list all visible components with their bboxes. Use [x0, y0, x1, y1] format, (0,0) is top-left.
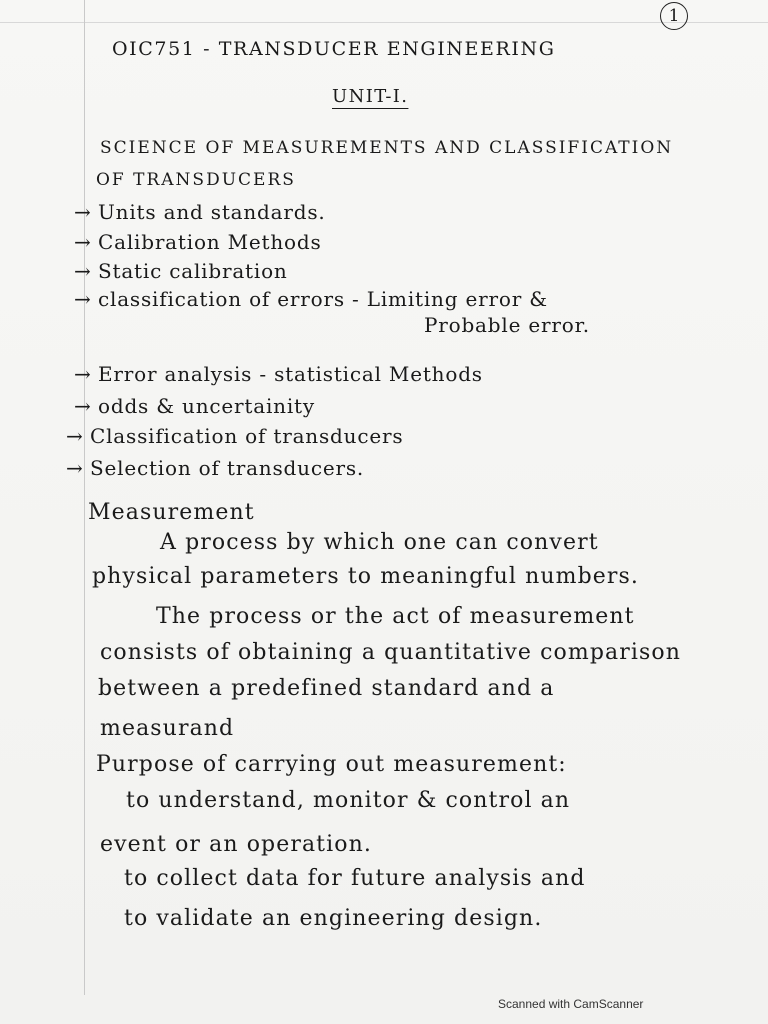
purpose-item-continuation: event or an operation.	[100, 832, 372, 857]
measurement-heading: Measurement	[88, 500, 255, 525]
top-rule	[0, 22, 768, 23]
arrow-icon: →	[74, 287, 92, 311]
topic-item: → Calibration Methods	[74, 230, 322, 254]
purpose-item: to collect data for future analysis and	[124, 866, 586, 891]
topic-item: → Classification of transducers	[66, 424, 404, 448]
arrow-icon: →	[74, 200, 92, 224]
margin-line	[84, 0, 85, 995]
topic-item-continuation: Probable error.	[424, 313, 590, 337]
topic-item: → Selection of transducers.	[66, 456, 365, 480]
topic-item: → Error analysis - statistical Methods	[74, 362, 483, 386]
purpose-item: to understand, monitor & control an	[126, 788, 571, 813]
topic-item: → classification of errors - Limiting error &	[74, 287, 548, 311]
note-line: between a predefined standard and a	[98, 676, 555, 701]
arrow-icon: →	[74, 362, 92, 386]
topic-item: → odds & uncertainity	[74, 394, 315, 418]
note-line: A process by which one can convert	[160, 530, 599, 555]
section-heading-line2: OF TRANSDUCERS	[96, 170, 296, 190]
purpose-heading: Purpose of carrying out measurement:	[96, 752, 567, 777]
unit-heading: UNIT-I.	[332, 86, 409, 107]
arrow-icon: →	[74, 394, 92, 418]
scanner-watermark: Scanned with CamScanner	[498, 997, 644, 1011]
arrow-icon: →	[66, 424, 84, 448]
page-number-circle: 1	[660, 2, 688, 30]
note-line: physical parameters to meaningful numbers.	[92, 564, 640, 589]
arrow-icon: →	[66, 456, 84, 480]
arrow-icon: →	[74, 230, 92, 254]
purpose-item: to validate an engineering design.	[124, 906, 543, 931]
topic-item: → Static calibration	[74, 259, 288, 283]
section-heading-line1: SCIENCE OF MEASUREMENTS AND CLASSIFICATION	[100, 138, 674, 158]
arrow-icon: →	[74, 259, 92, 283]
topic-item: → Units and standards.	[74, 200, 326, 224]
note-line: consists of obtaining a quantitative comparison	[100, 640, 682, 665]
note-line: The process or the act of measurement	[156, 604, 635, 629]
note-line: measurand	[100, 716, 235, 741]
course-title: OIC751 - TRANSDUCER ENGINEERING	[112, 38, 556, 60]
